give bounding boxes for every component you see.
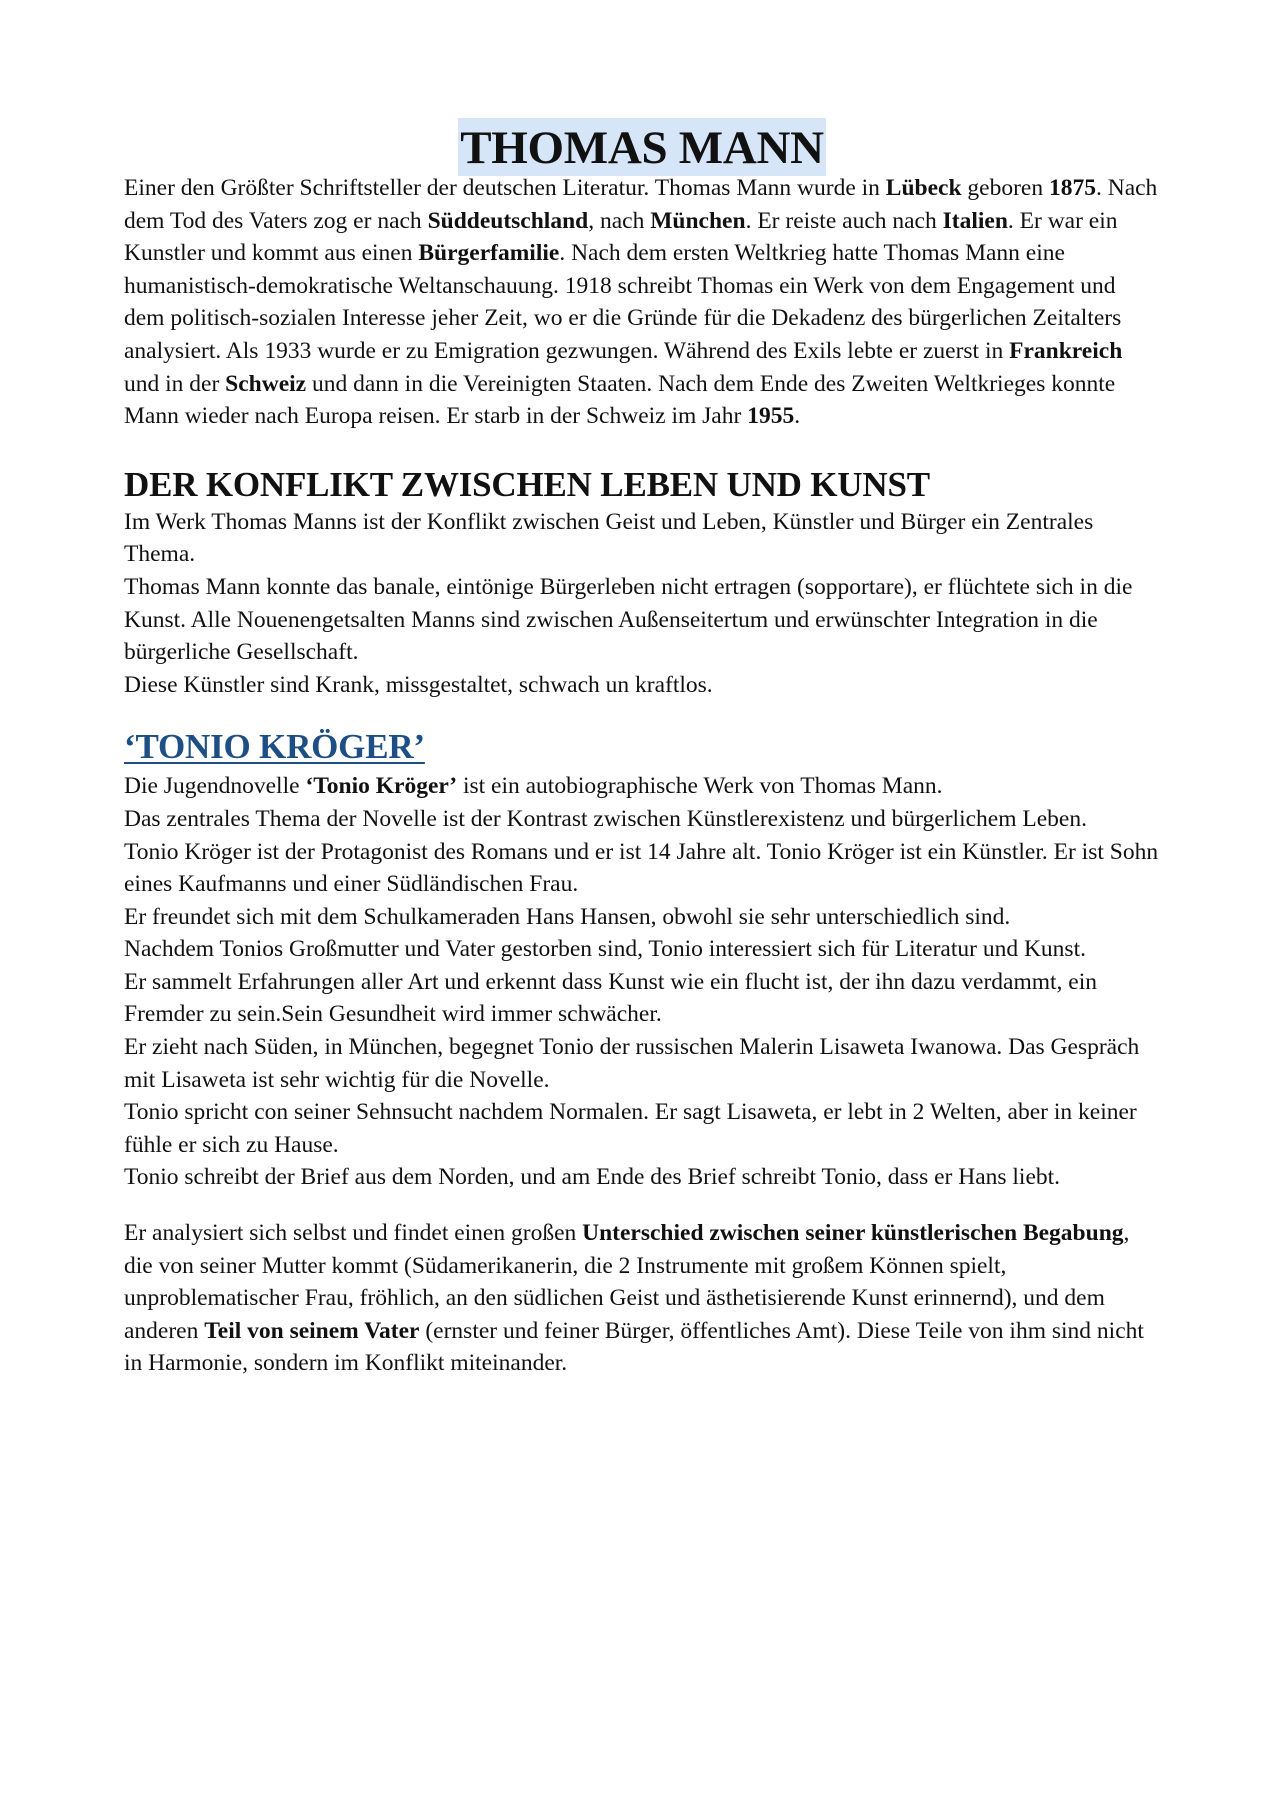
- bio-text: .: [794, 403, 801, 430]
- page-title: THOMAS MANN: [458, 118, 826, 176]
- tonio-heading-text: ‘TONIO KRÖGER’: [124, 727, 425, 767]
- tonio-paragraph: Er sammelt Erfahrungen aller Art und erkennt dass Kunst wie ein flucht ist, der ihn dazu verdammt, ein Fremder zu sein.Sein Gesundheit wird immer schwächer.: [124, 968, 1098, 1028]
- tonio-paragraph: Das zentrales Thema der Novelle ist der Kontrast zwischen Künstlerexistenz und bürgerlichem Leben.: [124, 805, 1087, 832]
- tonio-paragraph: Tonio schreibt der Brief aus dem Norden, und am Ende des Brief schreibt Tonio, dass er Hans liebt.: [124, 1164, 1061, 1191]
- title-container: [124, 118, 1160, 176]
- tonio-paragraph: Er zieht nach Süden, in München, begegnet Tonio der russischen Malerin Lisaweta Iwanowa. Das Gespräch mit Lisaweta ist sehr wichtig für die Novelle.: [124, 1034, 1140, 1093]
- tonio-paragraph: Tonio spricht con seiner Sehnsucht nachdem Normalen. Er sagt Lisaweta, er lebt in 2 Welten, aber in keiner fühle er sich zu Hause.: [124, 1099, 1137, 1158]
- bio-text: . Er reiste auch nach: [745, 207, 943, 234]
- bio-text: und in der: [124, 370, 226, 397]
- analysis-text: , die von seiner Mutter kommt (Südamerikanerin, die 2 Instrumente mit großem Können spielt, unproblematischer Frau, fröhlich, an den südlichen Geist und ästhetisierende Kunst erinnernd), und dem anderen: [124, 1220, 1130, 1344]
- bio-text: und dann in die Vereinigten Staaten. Nach dem Ende des Zweiten Weltkrieges konnte Mann wieder nach Europa reisen. Er starb in der Schweiz im Jahr: [124, 370, 1116, 430]
- tonio-intro-text: Die Jugendnovelle: [124, 773, 306, 800]
- bio-bold-italien: Italien: [942, 207, 1008, 234]
- bio-bold-luebeck: Lübeck: [885, 175, 962, 201]
- bio-text: geboren: [961, 175, 1049, 201]
- tonio-intro-bold-title: ‘Tonio Kröger’: [305, 773, 458, 800]
- analysis-text: Er analysiert sich selbst und findet einen großen: [124, 1220, 583, 1247]
- bio-text: Einer den Größter Schriftsteller der deutschen Literatur. Thomas Mann wurde in: [124, 175, 886, 201]
- bio-text: . Er war ein Kunstler und kommt aus einen: [124, 207, 1118, 267]
- bio-bold-schweiz: Schweiz: [225, 370, 307, 397]
- tonio-intro-paragraph: [124, 770, 1160, 803]
- tonio-intro-text: ist ein autobiographische Werk von Thomas Mann.: [457, 773, 943, 800]
- bio-bold-year-death: 1955: [747, 403, 795, 430]
- bio-bold-year-birth: 1875: [1048, 175, 1096, 201]
- bio-text: . Nach dem ersten Weltkrieg hatte Thomas Mann eine humanistisch-demokratische Weltanschauung. 1918 schreibt Thomas ein Werk von dem Engagement und dem politisch-sozialen Interesse jeher Zeit, wo er die Gründe für die Dekadenz des bürgerlichen Zeitalters analysiert. Als 1933 wurde er zu Emigration gezwungen. Während des Exils lebte er zuerst in: [124, 240, 1122, 364]
- konflikt-paragraph: Thomas Mann konnte das banale, eintönige Bürgerleben nicht ertragen (sopportare), er flüchtete sich in die Kunst. Alle Nouenengetsalten Manns sind zwischen Außenseitertum und erwünschter Integration in die bürgerliche Gesellschaft.: [124, 573, 1133, 666]
- tonio-paragraph: Tonio Kröger ist der Protagonist des Romans und er ist 14 Jahre alt. Tonio Kröger ist ein Künstler. Er ist Sohn eines Kaufmanns und einer Südländischen Frau.: [124, 838, 1159, 898]
- section-heading-konflikt: DER KONFLIKT ZWISCHEN LEBEN UND KUNST: [124, 464, 930, 504]
- konflikt-paragraph: Diese Künstler sind Krank, missgestaltet, schwach un kraftlos.: [124, 671, 713, 698]
- bio-bold-sueddeutschland: Süddeutschland: [427, 207, 589, 234]
- bio-text: . Nach dem Tod des Vaters zog er nach: [124, 175, 1158, 234]
- analysis-text: (ernster und feiner Bürger, öffentliches Amt). Diese Teile von ihm sind nicht in Harmonie, sondern im Konflikt miteinander.: [124, 1317, 1144, 1377]
- section-heading-tonio: [124, 726, 1160, 768]
- bio-bold-frankreich: Frankreich: [1009, 337, 1123, 364]
- bio-bold-buergerfamilie: Bürgerfamilie: [418, 240, 560, 267]
- biography-paragraph: [124, 172, 1160, 433]
- tonio-paragraph: Nachdem Tonios Großmutter und Vater gestorben sind, Tonio interessiert sich für Literatur und Kunst.: [124, 936, 1086, 963]
- analysis-bold-unterschied: Unterschied zwischen seiner künstlerischen Begabung: [582, 1220, 1124, 1247]
- analysis-paragraph: [124, 1217, 1160, 1380]
- analysis-bold-vater: Teil von seinem Vater: [204, 1317, 420, 1344]
- tonio-paragraph: Er freundet sich mit dem Schulkameraden Hans Hansen, obwohl sie sehr unterschiedlich sind.: [124, 903, 1011, 930]
- bio-text: , nach: [588, 207, 651, 234]
- konflikt-paragraph: Im Werk Thomas Manns ist der Konflikt zwischen Geist und Leben, Künstler und Bürger ein Zentrales Thema.: [124, 508, 1094, 568]
- bio-bold-muenchen: München: [650, 207, 746, 234]
